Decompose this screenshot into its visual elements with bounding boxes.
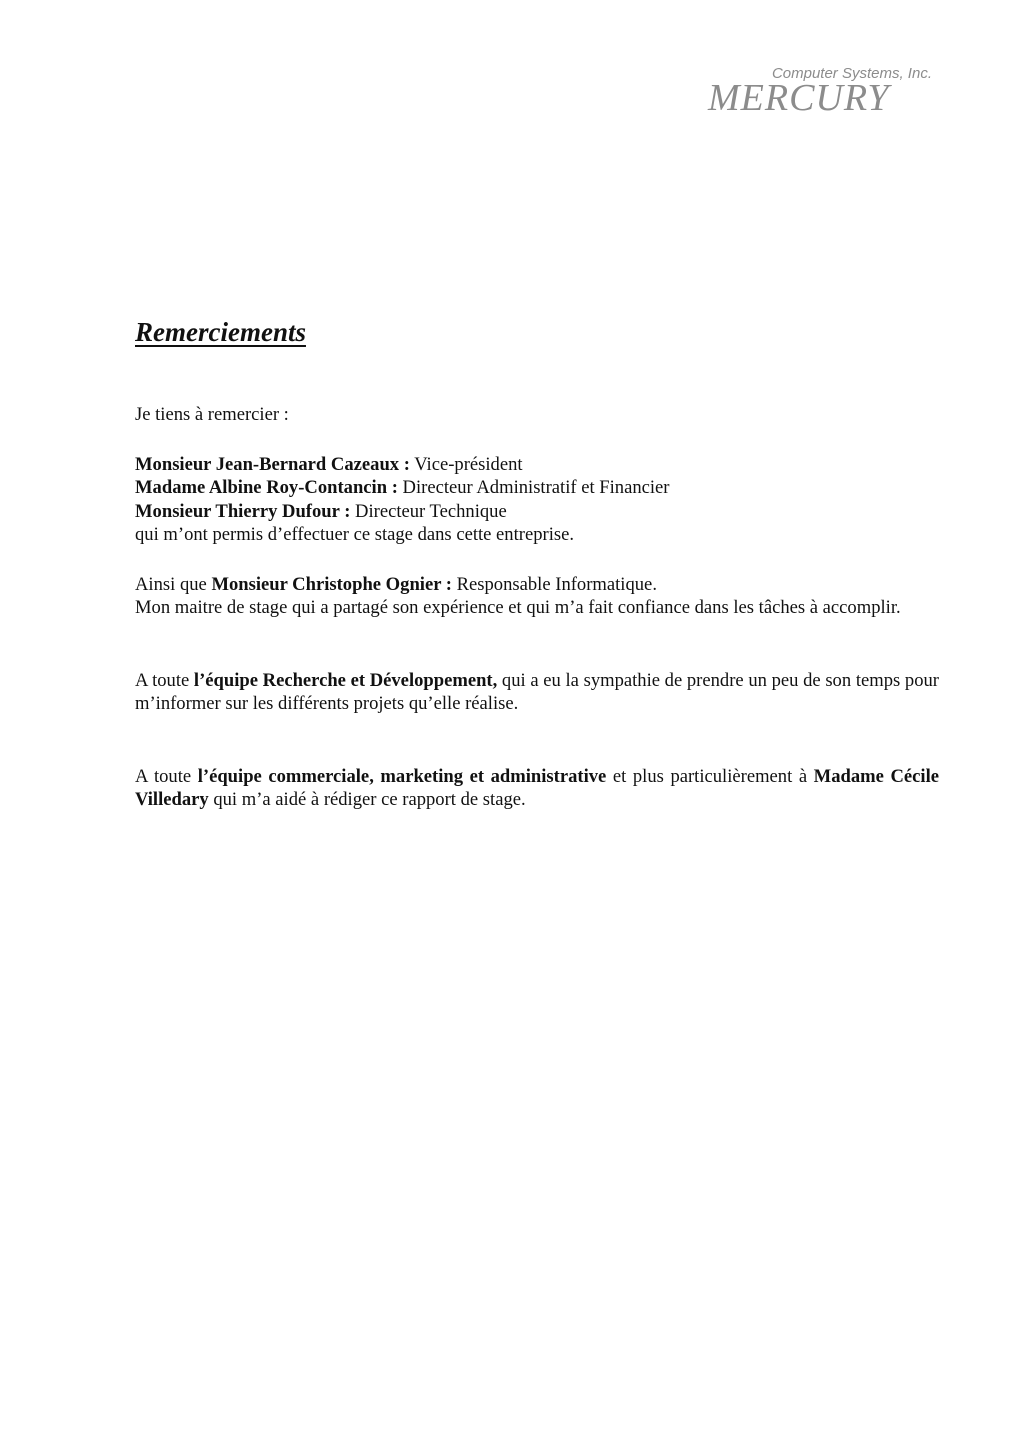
commercial-text: qui m’a aidé à rédiger ce rapport de stage. — [208, 789, 526, 810]
person-row — [135, 500, 939, 524]
page-title: Remerciements — [135, 317, 306, 347]
person-name: Monsieur Jean-Bernard Cazeaux : — [135, 453, 410, 475]
supervisor-role: Responsable Informatique. — [451, 573, 657, 595]
commercial-paragraph — [135, 765, 939, 812]
logo-wordmark: MERCURY — [708, 77, 890, 119]
mercury-logo-graphic — [706, 60, 946, 126]
logo-tagline: Computer Systems, Inc. — [771, 65, 932, 82]
rnd-team: l’équipe Recherche et Développement, — [193, 669, 498, 691]
supervisor-paragraph — [135, 573, 939, 620]
document-body — [135, 312, 939, 812]
rnd-prefix: A toute — [135, 669, 194, 691]
commercial-middle: et plus particulièrement à — [606, 765, 814, 787]
person-name: Monsieur Thierry Dufour : — [135, 500, 351, 522]
people-closing: qui m’ont permis d’effectuer ce stage dans cette entreprise. — [135, 524, 575, 545]
person-name: Madame Albine Roy-Contancin : — [135, 477, 398, 498]
person-role: Directeur Administratif et Financier — [397, 477, 670, 498]
rnd-text: qui a eu la sympathie de prendre un peu de son temps pour m’informer sur les différents projets qu’elle réalise. — [135, 669, 939, 714]
person-row — [135, 453, 939, 477]
supervisor-line — [135, 573, 939, 597]
commercial-team: l’équipe commerciale, marketing et administrative — [197, 765, 607, 787]
rnd-paragraph — [135, 669, 939, 716]
mercury-logo — [706, 60, 946, 126]
commercial-prefix: A toute — [135, 765, 198, 787]
person-row — [135, 476, 939, 500]
supervisor-name: Monsieur Christophe Ognier : — [211, 573, 452, 595]
intro-text: Je tiens à remercier : — [135, 404, 289, 425]
supervisor-prefix: Ainsi que — [135, 573, 212, 595]
people-list — [135, 453, 939, 547]
commercial-contact-name: Madame Cécile Villedary — [135, 765, 939, 810]
person-role: Vice-président — [409, 453, 523, 475]
person-role: Directeur Technique — [350, 500, 507, 522]
supervisor-description: Mon maitre de stage qui a partagé son expérience et qui m’a fait confiance dans les tâches à accomplir. — [135, 597, 901, 618]
